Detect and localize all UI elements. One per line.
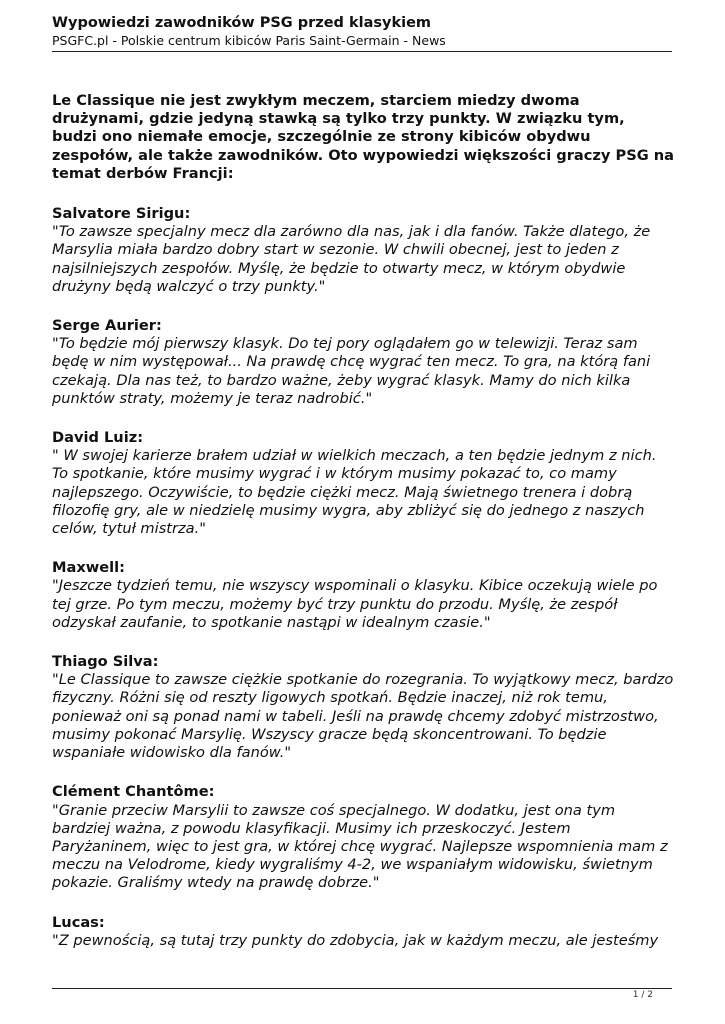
page-header	[52, 14, 672, 49]
document-subtitle: PSGFC.pl - Polskie centrum kibiców Paris Saint-Germain - News	[52, 33, 446, 48]
quote-block	[52, 783, 674, 892]
article-intro: Le Classique nie jest zwykłym meczem, starciem miedzy dwoma drużynami, gdzie jedyną stawką są tylko trzy punkty. W związku tym, budzi ono niemałe emocje, szczególnie ze strony kibiców obydwu zespołów, ale także zawodników. Oto wypowiedzi większości graczy PSG na temat derbów Francji:	[52, 92, 675, 182]
quote-text: "To będzie mój pierwszy klasyk. Do tej pory oglądałem go w telewizji. Teraz sam będę w nim występował... Na prawdę chcę wygrać ten mecz. To gra, na którą fani czekają. Dla nas też, to bardzo ważne, żeby wygrać klasyk. Mamy do nich kilka punktów straty, możemy je teraz nadrobić."	[52, 335, 651, 407]
speaker-name: Clément Chantôme:	[52, 783, 215, 801]
quote-text: "Granie przeciw Marsylii to zawsze coś specjalnego. W dodatku, jest ona tym bardziej ważna, z powodu klasyfikacji. Musimy ich przeskoczyć. Jestem Paryżaninem, więc to jest gra, w której chcę wygrać. Najlepsze wspomnienia mam z meczu na Velodrome, kiedy wygraliśmy 4-2, we wspaniałym widowisku, świetnym pokazie. Graliśmy wtedy na prawdę dobrze."	[52, 801, 668, 892]
quote-block	[52, 559, 674, 632]
quote-block	[52, 653, 674, 762]
quote-block	[52, 317, 674, 408]
quote-block	[52, 205, 674, 296]
speaker-name: Lucas:	[52, 913, 105, 931]
speaker-name: Serge Aurier:	[52, 317, 162, 335]
quote-block	[52, 429, 674, 538]
speaker-name: Maxwell:	[52, 559, 126, 577]
speaker-name: Thiago Silva:	[52, 653, 159, 671]
page-number: 1 / 2	[632, 990, 653, 1000]
quote-text: "To zawsze specjalny mecz dla zarówno dla nas, jak i dla fanów. Także dlatego, że Marsylia miała bardzo dobry start w sezonie. W chwili obecnej, jest to jeden z najsilniejszych zespołów. Myślę, że będzie to otwarty mecz, w którym obydwie drużyny będą walczyć o trzy punkty."	[52, 223, 651, 295]
quote-text: "Z pewnością, są tutaj trzy punkty do zdobycia, jak w każdym meczu, ale jesteśmy	[52, 931, 659, 949]
document-title: Wypowiedzi zawodników PSG przed klasykiem	[52, 15, 432, 31]
quote-text: "Le Classique to zawsze ciężkie spotkanie do rozegrania. To wyjątkowy mecz, bardzo fizyczny. Różni się od reszty ligowych spotkań. Będzie inaczej, niż rok temu, ponieważ oni są ponad nami w tabeli. Jeśli na prawdę chcemy zdobyć mistrzostwo, musimy pokonać Marsylię. Wszyscy gracze będą skoncentrowani. To będzie wspaniałe widowisko dla fanów."	[52, 671, 674, 762]
quote-text: "Jeszcze tydzień temu, nie wszyscy wspominali o klasyku. Kibice oczekują wiele po tej grze. Po tym meczu, możemy być trzy punktu do przodu. Myślę, że zespół odzyskał zaufanie, to spotkanie nastąpi w idealnym czasie."	[52, 577, 658, 631]
footer-divider	[52, 988, 672, 989]
quote-block	[52, 914, 674, 950]
speaker-name: David Luiz:	[52, 429, 144, 447]
speaker-name: Salvatore Sirigu:	[52, 205, 191, 223]
header-divider	[52, 51, 672, 52]
quote-text: " W swojej karierze brałem udział w wielkich meczach, a ten będzie jednym z nich. To spotkanie, które musimy wygrać i w którym musimy pokazać to, co mamy najlepszego. Oczywiście, to będzie ciężki mecz. Mają świetnego trenera i dobrą filozofię gry, ale w niedzielę musimy wygra, aby zbliżyć się do jednego z naszych celów, tytuł mistrza."	[52, 447, 657, 538]
article-body	[52, 92, 674, 971]
